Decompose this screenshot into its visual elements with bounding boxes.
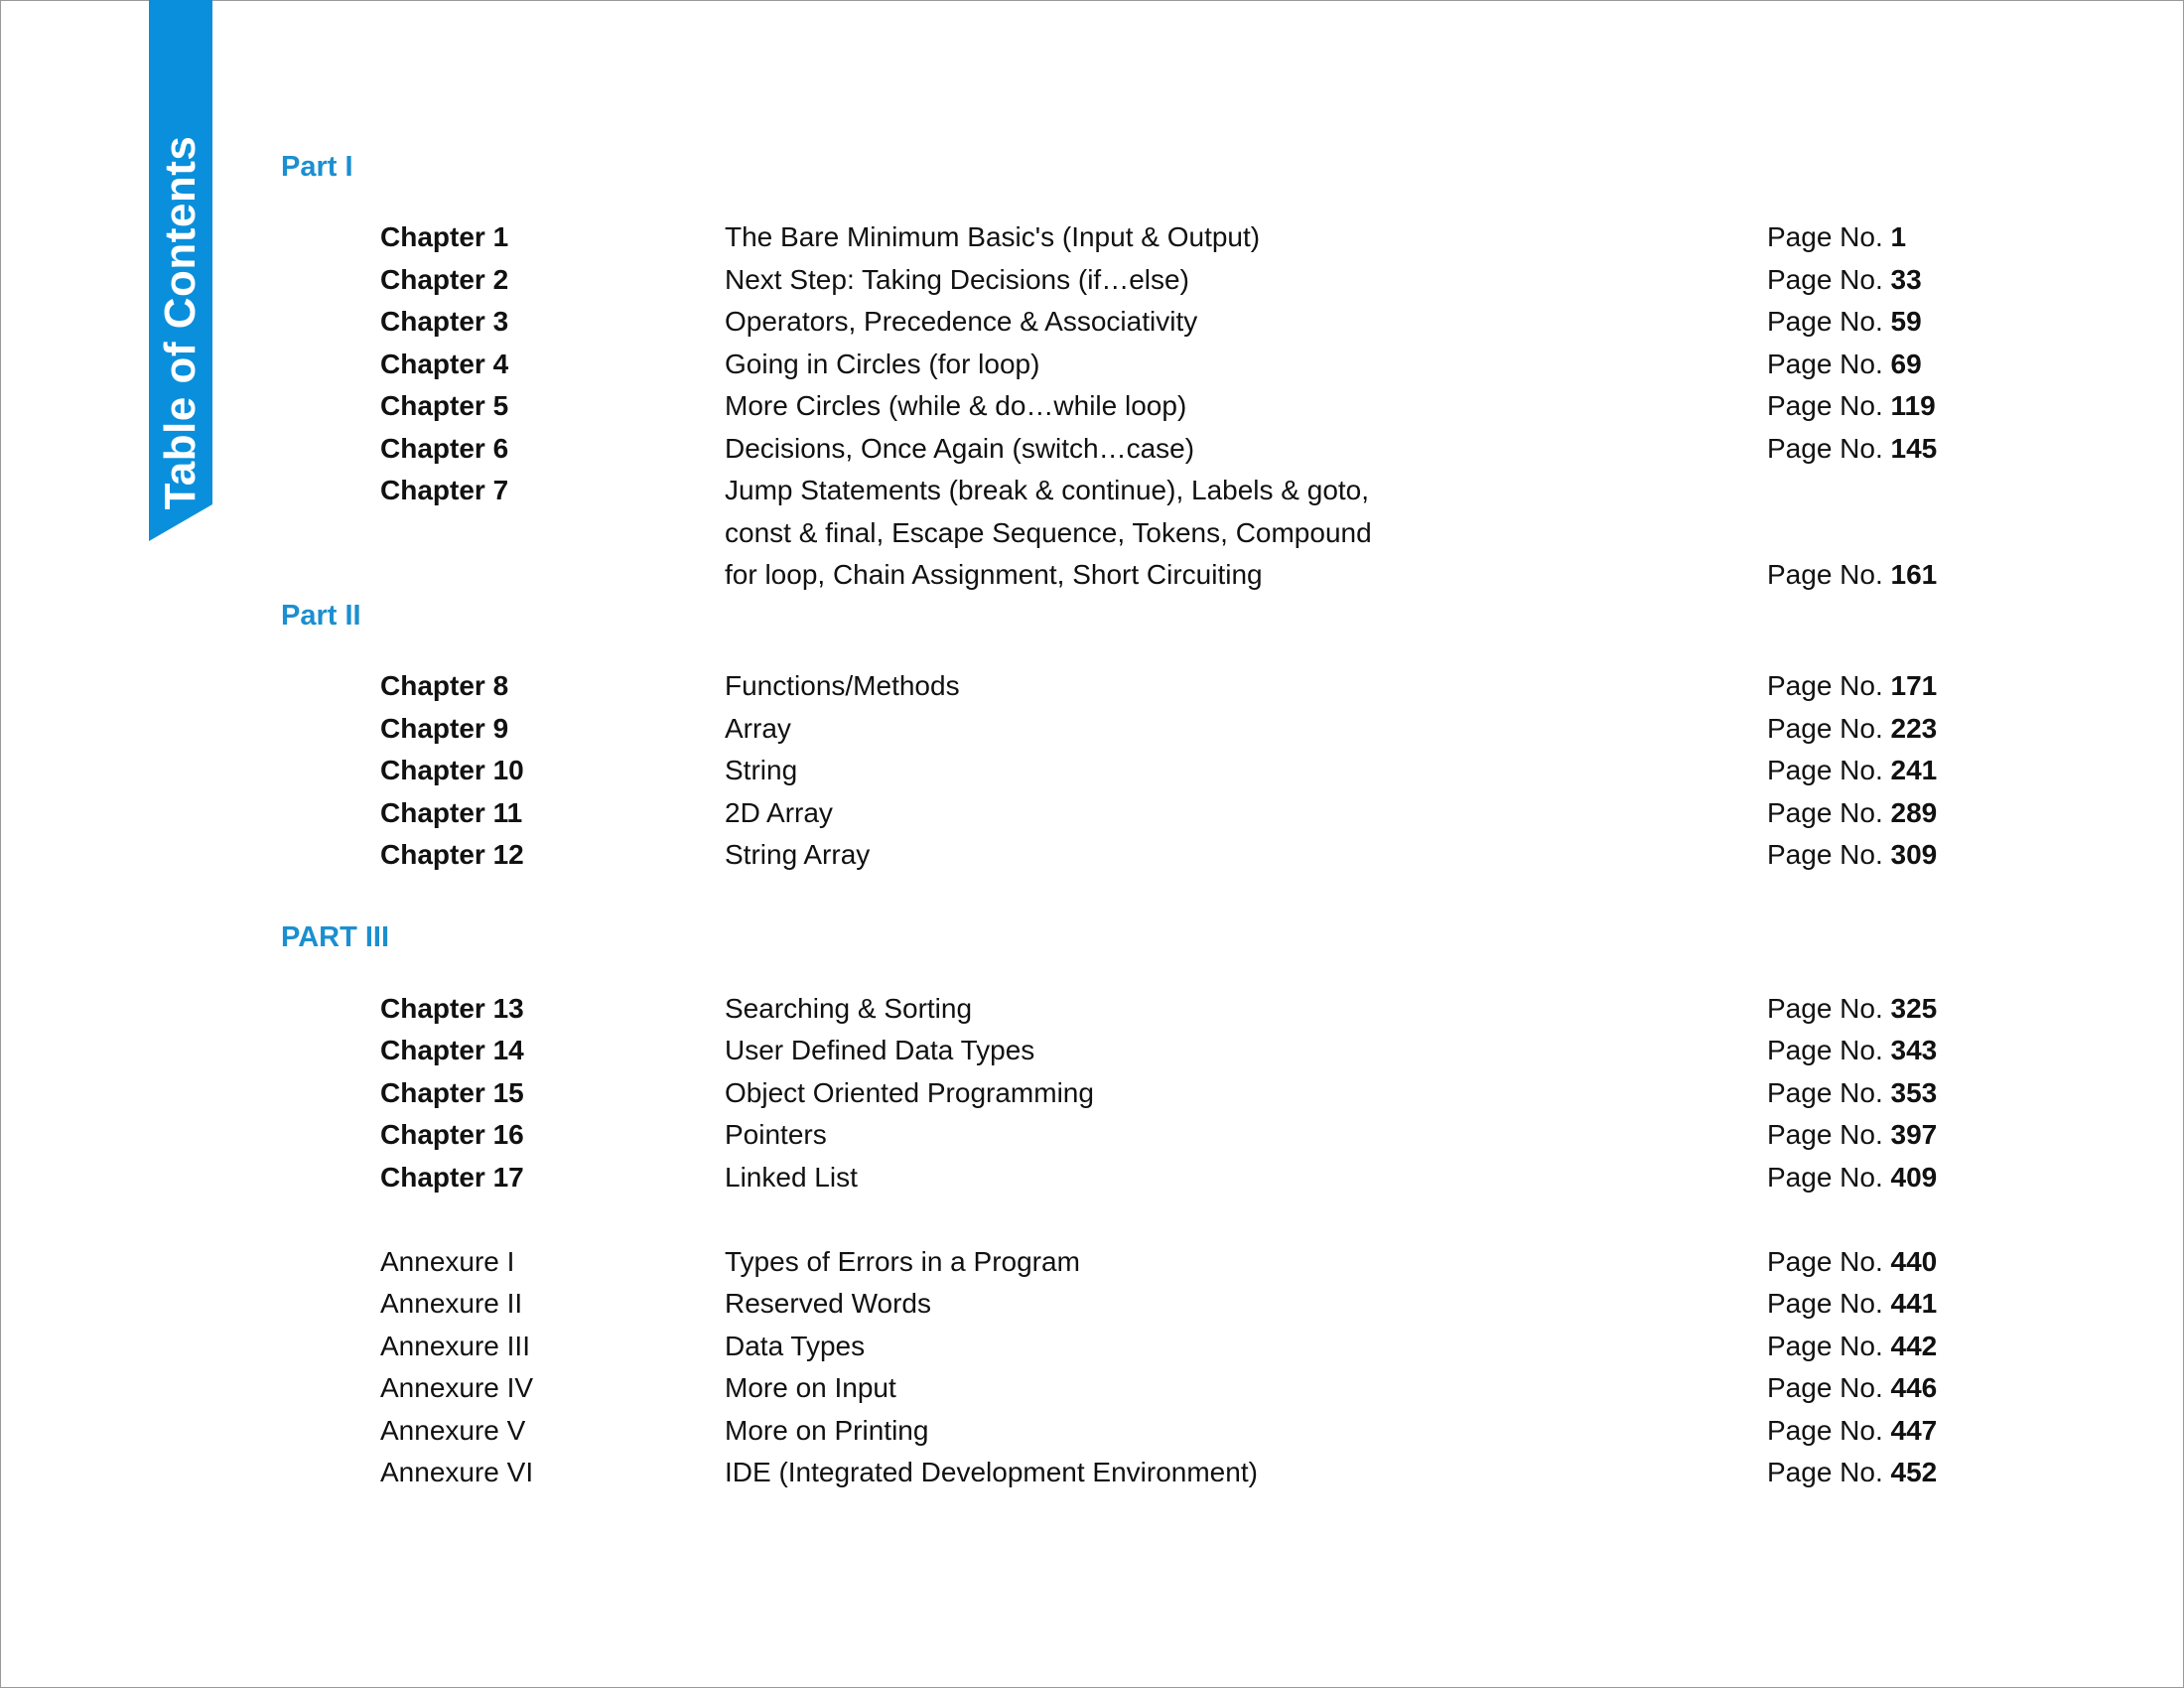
toc-row	[0, 1114, 2184, 1156]
chapter-title: Searching & Sorting	[725, 993, 973, 1024]
page-ref	[1767, 1072, 1937, 1114]
toc-row	[0, 301, 2184, 343]
page-number: 69	[1890, 349, 1922, 379]
annexure-label: Annexure III	[380, 1331, 530, 1361]
chapter-title: Array	[725, 713, 791, 744]
chapter-label: Chapter 9	[380, 713, 509, 744]
chapter-label: Chapter 15	[380, 1077, 524, 1108]
page-prefix: Page No.	[1767, 1415, 1883, 1446]
part-heading: Part I	[281, 151, 353, 183]
annexure-title: Reserved Words	[725, 1288, 932, 1319]
toc-row	[0, 470, 2184, 511]
page-ref	[1767, 259, 1922, 301]
page-prefix: Page No.	[1767, 433, 1883, 464]
chapter-title: 2D Array	[725, 797, 833, 828]
page-prefix: Page No.	[1767, 993, 1883, 1024]
toc-row	[0, 428, 2184, 470]
chapter-label: Chapter 4	[380, 349, 509, 379]
toc-row	[0, 1367, 2184, 1409]
chapter-title: Linked List	[725, 1162, 858, 1193]
toc-row	[0, 385, 2184, 427]
toc-row	[0, 344, 2184, 385]
chapter-title: String Array	[725, 839, 871, 870]
chapter-title: Pointers	[725, 1119, 827, 1150]
page-number: 447	[1890, 1415, 1938, 1446]
page-ref	[1767, 216, 1906, 258]
page-ref	[1767, 834, 1937, 876]
chapter-title-continued: for loop, Chain Assignment, Short Circuiting	[725, 559, 1263, 590]
page-ref	[1767, 665, 1937, 707]
page-number: 161	[1890, 559, 1938, 590]
annexure-label: Annexure V	[380, 1415, 526, 1446]
chapter-label: Chapter 11	[380, 797, 523, 828]
chapter-title: Functions/Methods	[725, 670, 960, 701]
annexure-label: Annexure I	[380, 1246, 515, 1277]
page-number: 59	[1890, 306, 1922, 337]
page-prefix: Page No.	[1767, 1457, 1883, 1487]
chapter-label: Chapter 12	[380, 839, 524, 870]
chapter-title: Decisions, Once Again (switch…case)	[725, 433, 1195, 464]
page-number: 442	[1890, 1331, 1938, 1361]
toc-row	[0, 1410, 2184, 1452]
chapter-label: Chapter 7	[380, 475, 509, 505]
annexure-label: Annexure VI	[380, 1457, 534, 1487]
page-ref	[1767, 1410, 1937, 1452]
annexure-label: Annexure II	[380, 1288, 523, 1319]
chapter-label: Chapter 14	[380, 1035, 524, 1065]
page-number: 440	[1890, 1246, 1938, 1277]
page-prefix: Page No.	[1767, 390, 1883, 421]
page-ref	[1767, 1326, 1937, 1367]
page-number: 325	[1890, 993, 1938, 1024]
page-number: 289	[1890, 797, 1938, 828]
part-heading: Part II	[281, 600, 361, 632]
page-ref	[1767, 554, 1937, 596]
chapter-title: String	[725, 755, 798, 785]
page-prefix: Page No.	[1767, 1331, 1883, 1361]
toc-row	[0, 259, 2184, 301]
page-ref	[1767, 301, 1922, 343]
page-ref	[1767, 344, 1922, 385]
toc-row	[0, 1157, 2184, 1198]
page-prefix: Page No.	[1767, 797, 1883, 828]
chapter-title: Object Oriented Programming	[725, 1077, 1094, 1108]
page-ref	[1767, 1157, 1937, 1198]
toc-row	[0, 1072, 2184, 1114]
toc-row	[0, 216, 2184, 258]
chapter-label: Chapter 17	[380, 1162, 524, 1193]
page-prefix: Page No.	[1767, 221, 1883, 252]
page-number: 309	[1890, 839, 1938, 870]
page-ref	[1767, 750, 1937, 791]
chapter-title: Operators, Precedence & Associativity	[725, 306, 1198, 337]
page-ref	[1767, 1241, 1937, 1283]
toc-row	[0, 792, 2184, 834]
page-number: 145	[1890, 433, 1938, 464]
chapter-title-continued: const & final, Escape Sequence, Tokens, Compound	[725, 517, 1372, 548]
page-prefix: Page No.	[1767, 670, 1883, 701]
page-number: 452	[1890, 1457, 1938, 1487]
page-number: 1	[1890, 221, 1907, 252]
page-number: 33	[1890, 264, 1922, 295]
chapter-title: Going in Circles (for loop)	[725, 349, 1040, 379]
toc-row	[0, 988, 2184, 1030]
chapter-title: More Circles (while & do…while loop)	[725, 390, 1187, 421]
page-prefix: Page No.	[1767, 559, 1883, 590]
chapter-label: Chapter 13	[380, 993, 524, 1024]
page-ref	[1767, 1367, 1937, 1409]
chapter-title: Next Step: Taking Decisions (if…else)	[725, 264, 1189, 295]
page-prefix: Page No.	[1767, 349, 1883, 379]
toc-row	[0, 708, 2184, 750]
page-number: 446	[1890, 1372, 1938, 1403]
page-number: 223	[1890, 713, 1938, 744]
page-prefix: Page No.	[1767, 839, 1883, 870]
page-number: 409	[1890, 1162, 1938, 1193]
chapter-label: Chapter 16	[380, 1119, 524, 1150]
chapter-label: Chapter 1	[380, 221, 509, 252]
page-prefix: Page No.	[1767, 1372, 1883, 1403]
page-number: 397	[1890, 1119, 1938, 1150]
toc-row	[0, 834, 2184, 876]
chapter-label: Chapter 6	[380, 433, 509, 464]
annexure-title: IDE (Integrated Development Environment)	[725, 1457, 1258, 1487]
page-ref	[1767, 385, 1936, 427]
page-prefix: Page No.	[1767, 306, 1883, 337]
annexure-title: Types of Errors in a Program	[725, 1246, 1080, 1277]
toc-row	[0, 554, 2184, 596]
page-prefix: Page No.	[1767, 1288, 1883, 1319]
toc-row	[0, 1452, 2184, 1493]
chapter-label: Chapter 5	[380, 390, 509, 421]
page-ref	[1767, 1114, 1937, 1156]
toc-row	[0, 1283, 2184, 1325]
chapter-label: Chapter 8	[380, 670, 509, 701]
chapter-title: User Defined Data Types	[725, 1035, 1035, 1065]
toc-ribbon-title: Table of Contents	[156, 135, 205, 510]
page-ref	[1767, 1452, 1937, 1493]
page-ref	[1767, 708, 1937, 750]
page-ref	[1767, 792, 1937, 834]
page-number: 353	[1890, 1077, 1938, 1108]
part-heading: PART III	[281, 921, 390, 953]
page-number: 119	[1890, 390, 1936, 421]
chapter-title: Jump Statements (break & continue), Labels & goto,	[725, 475, 1370, 505]
page-prefix: Page No.	[1767, 755, 1883, 785]
annexure-title: More on Printing	[725, 1415, 929, 1446]
page-prefix: Page No.	[1767, 1077, 1883, 1108]
chapter-label: Chapter 2	[380, 264, 509, 295]
page-number: 241	[1890, 755, 1938, 785]
page-prefix: Page No.	[1767, 264, 1883, 295]
page-number: 441	[1890, 1288, 1938, 1319]
page-prefix: Page No.	[1767, 1246, 1883, 1277]
toc-row	[0, 750, 2184, 791]
toc-row	[0, 1241, 2184, 1283]
page-number: 343	[1890, 1035, 1938, 1065]
annexure-title: Data Types	[725, 1331, 866, 1361]
page-number: 171	[1890, 670, 1938, 701]
toc-row	[0, 1030, 2184, 1071]
page-ref	[1767, 988, 1937, 1030]
toc-row	[0, 665, 2184, 707]
chapter-label: Chapter 10	[380, 755, 524, 785]
page-ref	[1767, 1283, 1937, 1325]
annexure-title: More on Input	[725, 1372, 896, 1403]
page-ref	[1767, 428, 1937, 470]
annexure-label: Annexure IV	[380, 1372, 534, 1403]
page-prefix: Page No.	[1767, 1162, 1883, 1193]
chapter-label: Chapter 3	[380, 306, 509, 337]
page-prefix: Page No.	[1767, 1035, 1883, 1065]
page-ref	[1767, 1030, 1937, 1071]
chapter-title: The Bare Minimum Basic's (Input & Output)	[725, 221, 1261, 252]
page-prefix: Page No.	[1767, 1119, 1883, 1150]
page-prefix: Page No.	[1767, 713, 1883, 744]
toc-row	[0, 1326, 2184, 1367]
